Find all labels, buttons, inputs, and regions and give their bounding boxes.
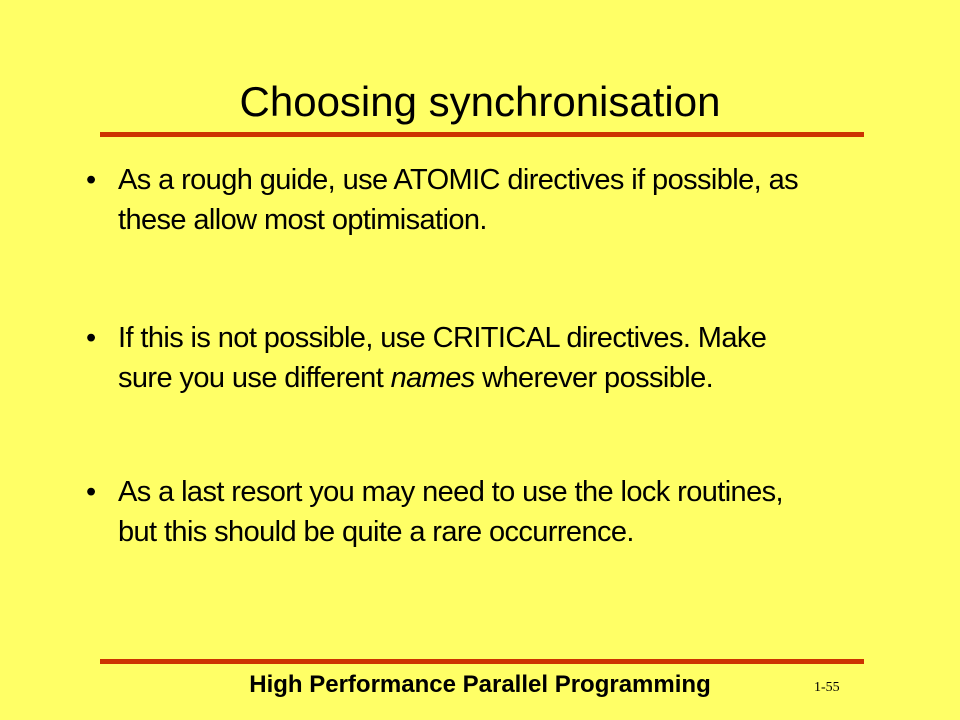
bullet-text-line: but this should be quite a rare occurrence.: [118, 516, 634, 548]
footer-title: High Performance Parallel Programming: [249, 671, 711, 698]
bullet-text-line: As a last resort you may need to use the lock routines,: [118, 476, 783, 508]
slide-title: Choosing synchronisation: [239, 78, 721, 125]
bullet-item-critical: [80, 318, 766, 398]
bullet-marker: •: [86, 164, 97, 196]
bullet-text-line: these allow most optimisation.: [118, 204, 487, 236]
bullet-marker: •: [86, 476, 97, 508]
bullet-text-segment: wherever possible.: [474, 362, 714, 394]
footer-divider: [100, 659, 864, 664]
bullet-marker: •: [86, 322, 97, 354]
title-divider: [100, 132, 864, 137]
bullet-item-lock-routines: [80, 472, 783, 552]
page-number: 1-55: [814, 680, 840, 695]
bullet-text-line: If this is not possible, use CRITICAL directives. Make: [118, 322, 767, 354]
emphasis-names: names: [390, 362, 475, 394]
bullet-text-segment: sure you use different: [118, 362, 391, 394]
bullet-text-line: As a rough guide, use ATOMIC directives if possible, as: [118, 164, 798, 196]
bullet-item-atomic: [80, 160, 798, 240]
